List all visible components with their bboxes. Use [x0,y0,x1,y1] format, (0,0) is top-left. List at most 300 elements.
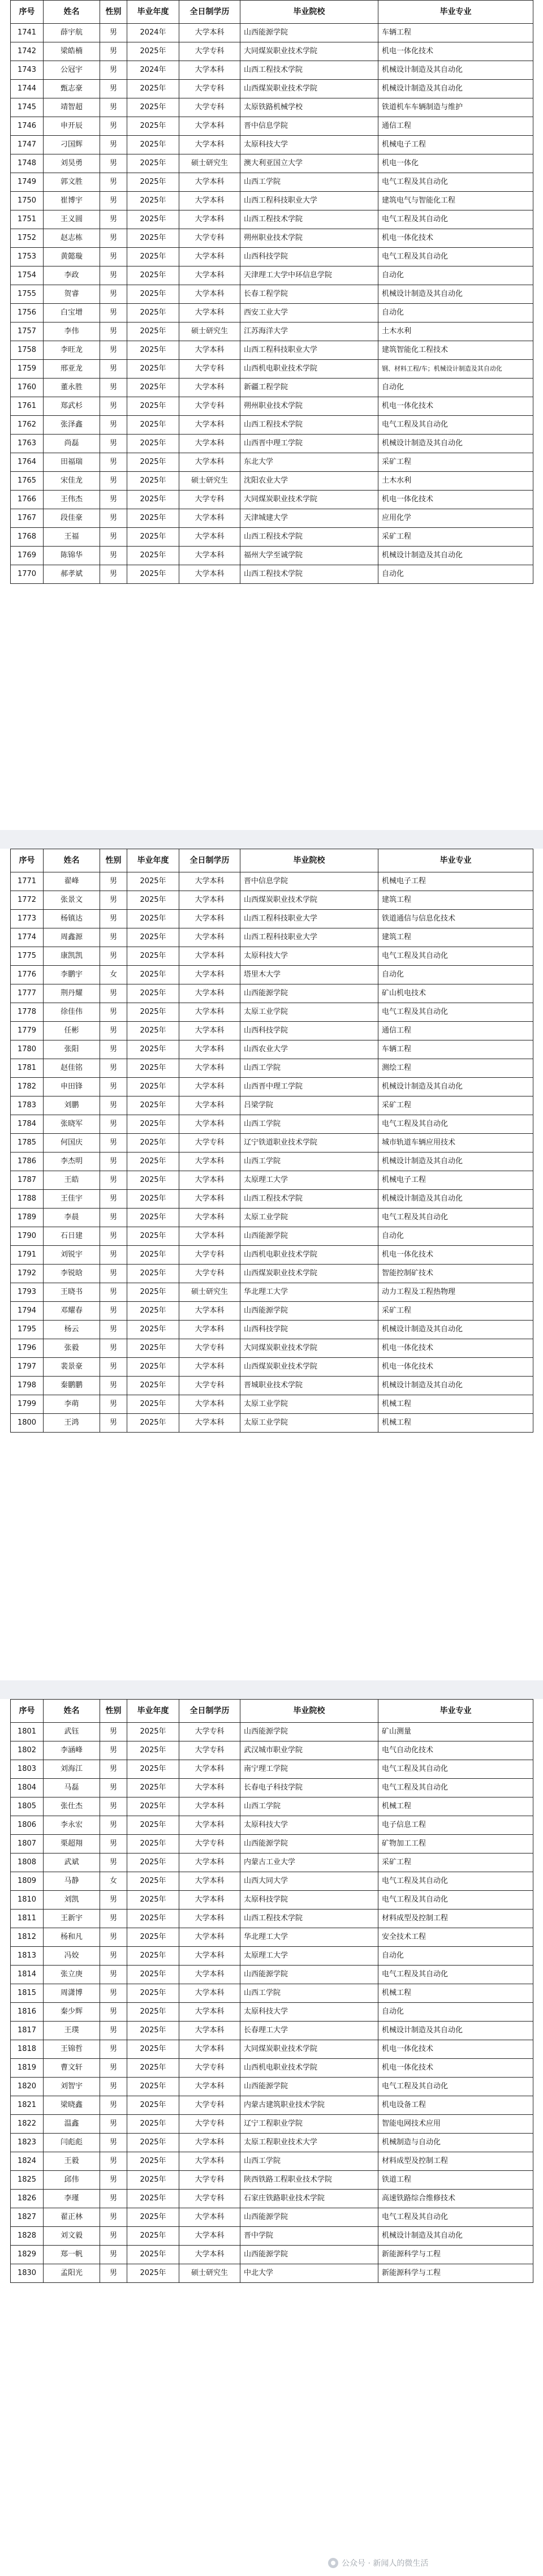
grad-year-cell: 2025年 [127,397,179,416]
school-cell: 太原科技大学 [240,2003,378,2022]
name-cell: 李晨 [44,1209,100,1227]
name-cell: 周鑫源 [44,928,100,947]
seq-cell: 1744 [11,80,44,98]
name-cell: 马磊 [44,1779,100,1797]
name-cell: 田福瑞 [44,453,100,472]
name-cell: 甄志豪 [44,80,100,98]
major-cell: 机械工程 [378,1797,533,1816]
gender-cell: 男 [100,910,127,928]
name-cell: 杨云 [44,1321,100,1339]
degree-cell: 大学本科 [179,341,240,360]
gender-cell: 男 [100,1853,127,1872]
major-cell: 自动化 [378,1947,533,1966]
header-gender-cell: 性别 [100,1,127,24]
name-cell: 贺睿 [44,285,100,304]
table-row [11,80,533,98]
table-row [11,379,533,397]
gender-cell: 男 [100,491,127,509]
name-cell: 马静 [44,1872,100,1891]
name-cell: 刘锐宇 [44,1246,100,1265]
major-cell: 电气工程及其自动化 [378,1115,533,1134]
school-cell: 太原科技学院 [240,1891,378,1910]
school-cell: 山西工程技术学院 [240,61,378,80]
degree-cell: 大学专科 [179,1835,240,1853]
degree-cell: 大学专科 [179,98,240,117]
school-cell: 沈阳农业大学 [240,472,378,491]
table-row [11,966,533,984]
name-cell: 孟阳光 [44,2264,100,2283]
seq-cell: 1817 [11,2022,44,2040]
school-cell: 山西工学院 [240,1984,378,2003]
major-cell: 机械制造与自动化 [378,2134,533,2152]
degree-cell: 大学本科 [179,1797,240,1816]
name-cell: 张立庚 [44,1966,100,1984]
seq-cell: 1768 [11,528,44,547]
table-row [11,1022,533,1040]
gender-cell: 男 [100,928,127,947]
degree-cell: 大学本科 [179,2022,240,2040]
school-cell: 晋中信息学院 [240,117,378,136]
seq-cell: 1812 [11,1928,44,1947]
table-row [11,2059,533,2078]
table-row [11,910,533,928]
table-row [11,1171,533,1190]
seq-cell: 1822 [11,2115,44,2134]
seq-cell: 1802 [11,1741,44,1760]
grad-year-cell: 2025年 [127,1835,179,1853]
gender-cell: 男 [100,1377,127,1395]
gender-cell: 男 [100,1246,127,1265]
name-cell: 杨镇达 [44,910,100,928]
degree-cell: 大学本科 [179,565,240,584]
table-row [11,528,533,547]
name-cell: 张毅 [44,1339,100,1358]
gender-cell: 男 [100,1723,127,1741]
grad-year-cell: 2025年 [127,547,179,565]
header-name-cell: 姓名 [44,1700,100,1723]
major-cell: 电气工程及其自动化 [378,1003,533,1022]
name-cell: 冯姣 [44,1947,100,1966]
degree-cell: 大学专科 [179,2059,240,2078]
name-cell: 王义圆 [44,210,100,229]
seq-cell: 1823 [11,2134,44,2152]
gender-cell: 男 [100,341,127,360]
degree-cell: 大学本科 [179,872,240,891]
table-row [11,117,533,136]
school-cell: 山西工程技术学院 [240,565,378,584]
degree-cell: 大学本科 [179,528,240,547]
degree-cell: 大学本科 [179,1209,240,1227]
school-cell: 晋城职业技术学院 [240,1377,378,1395]
degree-cell: 大学本科 [179,1414,240,1433]
name-cell: 李瑾 [44,2190,100,2208]
name-cell: 张泽鑫 [44,416,100,435]
gender-cell: 男 [100,2134,127,2152]
gender-cell: 男 [100,397,127,416]
table-row [11,1928,533,1947]
table-row [11,1741,533,1760]
grad-year-cell: 2024年 [127,61,179,80]
major-cell: 机械设计制造及其自动化 [378,547,533,565]
major-cell: 自动化 [378,966,533,984]
seq-cell: 1748 [11,154,44,173]
degree-cell: 大学专科 [179,491,240,509]
watermark-text: 公众号 · 新闻人的微生活 [342,2559,429,2568]
name-cell: 赵志栋 [44,229,100,248]
grad-year-cell: 2025年 [127,453,179,472]
school-cell: 山西机电职业技术学院 [240,1246,378,1265]
degree-cell: 大学本科 [179,248,240,266]
school-cell: 太原科技大学 [240,947,378,966]
name-cell: 张晓军 [44,1115,100,1134]
gender-cell: 男 [100,2040,127,2059]
name-cell: 郑武杉 [44,397,100,416]
table-row [11,229,533,248]
school-cell: 山西工程科技职业大学 [240,341,378,360]
name-cell: 李政 [44,266,100,285]
table-row [11,1302,533,1321]
major-cell: 机电一体化技术 [378,397,533,416]
gender-cell: 男 [100,248,127,266]
gender-cell: 男 [100,98,127,117]
grad-year-cell: 2025年 [127,1152,179,1171]
school-cell: 塔里木大学 [240,966,378,984]
header-name-cell: 姓名 [44,849,100,872]
gender-cell: 男 [100,1816,127,1835]
grad-year-cell: 2025年 [127,1171,179,1190]
school-cell: 辽宁铁道职业技术学院 [240,1134,378,1152]
table-page-2 [10,849,533,1433]
school-cell: 太原工业学院 [240,1395,378,1414]
grad-year-cell: 2025年 [127,528,179,547]
major-cell: 电气自动化技术 [378,1741,533,1760]
seq-cell: 1791 [11,1246,44,1265]
school-cell: 山西能源学院 [240,1966,378,1984]
table-row [11,2264,533,2283]
grad-year-cell: 2025年 [127,173,179,192]
grad-year-cell: 2025年 [127,1227,179,1246]
gender-cell: 男 [100,1835,127,1853]
school-cell: 山西机电职业技术学院 [240,2059,378,2078]
name-cell: 尚磊 [44,435,100,453]
school-cell: 太原理工大学 [240,1171,378,1190]
gender-cell: 男 [100,1358,127,1377]
degree-cell: 大学本科 [179,947,240,966]
degree-cell: 大学本科 [179,1891,240,1910]
name-cell: 秦少辉 [44,2003,100,2022]
table-row [11,509,533,528]
school-cell: 南宁理工学院 [240,1760,378,1779]
header-name-cell: 姓名 [44,1,100,24]
gender-cell: 男 [100,2152,127,2171]
seq-cell: 1793 [11,1283,44,1302]
seq-cell: 1751 [11,210,44,229]
degree-cell: 大学专科 [179,1741,240,1760]
school-cell: 大同煤炭职业技术学院 [240,491,378,509]
major-cell: 机械设计制造及其自动化 [378,1078,533,1096]
major-cell: 采矿工程 [378,1096,533,1115]
seq-cell: 1807 [11,1835,44,1853]
header-degree-cell: 全日制学历 [179,1700,240,1723]
name-cell: 薛宇航 [44,24,100,42]
table-row [11,61,533,80]
major-cell: 自动化 [378,565,533,584]
gender-cell: 男 [100,2264,127,2283]
grad-year-cell: 2025年 [127,1853,179,1872]
gender-cell: 男 [100,304,127,322]
school-cell: 山西工程技术学院 [240,416,378,435]
name-cell: 郝孝斌 [44,565,100,584]
gender-cell: 男 [100,1779,127,1797]
grad-year-cell: 2025年 [127,1134,179,1152]
table-row [11,192,533,210]
seq-cell: 1749 [11,173,44,192]
school-cell: 山西煤炭职业技术学院 [240,80,378,98]
seq-cell: 1829 [11,2246,44,2264]
gender-cell: 男 [100,24,127,42]
school-cell: 山西煤炭职业技术学院 [240,1358,378,1377]
grad-year-cell: 2025年 [127,472,179,491]
table-row [11,1414,533,1433]
gender-cell: 男 [100,1984,127,2003]
name-cell: 李涵峰 [44,1741,100,1760]
degree-cell: 大学本科 [179,966,240,984]
table-row [11,2190,533,2208]
major-cell: 电子信息工程 [378,1816,533,1835]
gender-cell: 女 [100,1872,127,1891]
major-cell: 自动化 [378,304,533,322]
degree-cell: 大学本科 [179,61,240,80]
gender-cell: 男 [100,154,127,173]
table-row [11,1209,533,1227]
school-cell: 华北理工大学 [240,1928,378,1947]
grad-year-cell: 2025年 [127,491,179,509]
seq-cell: 1767 [11,509,44,528]
degree-cell: 大学本科 [179,2152,240,2171]
grad-year-cell: 2025年 [127,2059,179,2078]
grad-year-cell: 2025年 [127,154,179,173]
table-row [11,1910,533,1928]
school-cell: 山西工学院 [240,1152,378,1171]
school-cell: 澳大利亚国立大学 [240,154,378,173]
grad-year-cell: 2025年 [127,2171,179,2190]
table-row [11,1040,533,1059]
name-cell: 梁皓楠 [44,42,100,61]
seq-cell: 1764 [11,453,44,472]
table-row [11,565,533,584]
school-cell: 山西工程科技职业大学 [240,192,378,210]
table-row [11,891,533,910]
seq-cell: 1741 [11,24,44,42]
grad-year-cell: 2025年 [127,1816,179,1835]
gender-cell: 男 [100,1190,127,1209]
name-cell: 王璞 [44,2022,100,2040]
grad-year-cell: 2025年 [127,1872,179,1891]
grad-year-cell: 2025年 [127,435,179,453]
table-row [11,416,533,435]
grad-year-cell: 2025年 [127,2152,179,2171]
name-cell: 王新宇 [44,1910,100,1928]
degree-cell: 大学专科 [179,1265,240,1283]
name-cell: 徐佳伟 [44,1003,100,1022]
school-cell: 西安工业大学 [240,304,378,322]
degree-cell: 大学本科 [179,2246,240,2264]
table-row [11,2096,533,2115]
seq-cell: 1774 [11,928,44,947]
seq-cell: 1810 [11,1891,44,1910]
degree-cell: 硕士研究生 [179,2264,240,2283]
degree-cell: 大学本科 [179,1059,240,1078]
major-cell: 机电一体化技术 [378,229,533,248]
degree-cell: 大学本科 [179,1115,240,1134]
grad-year-cell: 2025年 [127,1190,179,1209]
major-cell: 机电一体化技术 [378,1246,533,1265]
grad-year-cell: 2025年 [127,1209,179,1227]
name-cell: 刘凯 [44,1891,100,1910]
major-cell: 材料成型及控制工程 [378,2152,533,2171]
header-seq-cell: 序号 [11,1,44,24]
table-row [11,453,533,472]
seq-cell: 1792 [11,1265,44,1283]
table-row [11,1816,533,1835]
seq-cell: 1797 [11,1358,44,1377]
degree-cell: 大学本科 [179,435,240,453]
major-cell: 高速铁路综合维修技术 [378,2190,533,2208]
gender-cell: 男 [100,136,127,154]
grad-year-cell: 2025年 [127,2190,179,2208]
table-row [11,928,533,947]
school-cell: 山西机电职业技术学院 [240,360,378,379]
gender-cell: 男 [100,1265,127,1283]
gender-cell: 男 [100,528,127,547]
degree-cell: 大学本科 [179,910,240,928]
grad-year-cell: 2025年 [127,1321,179,1339]
major-cell: 城市轨道车辆应用技术 [378,1134,533,1152]
degree-cell: 大学专科 [179,1377,240,1395]
table-row [11,2208,533,2227]
grad-year-cell: 2024年 [127,24,179,42]
seq-cell: 1771 [11,872,44,891]
name-cell: 宋佳龙 [44,472,100,491]
table-row [11,2246,533,2264]
seq-cell: 1825 [11,2171,44,2190]
degree-cell: 大学专科 [179,2171,240,2190]
school-cell: 山西科技学院 [240,1321,378,1339]
name-cell: 闫彪彪 [44,2134,100,2152]
seq-cell: 1754 [11,266,44,285]
degree-cell: 大学本科 [179,1022,240,1040]
school-cell: 山西工程技术学院 [240,1190,378,1209]
name-cell: 武钰 [44,1723,100,1741]
grad-year-cell: 2025年 [127,2208,179,2227]
name-cell: 李伟 [44,322,100,341]
seq-cell: 1809 [11,1872,44,1891]
seq-cell: 1776 [11,966,44,984]
seq-cell: 1789 [11,1209,44,1227]
name-cell: 秦鹏鹏 [44,1377,100,1395]
name-cell: 杨和凡 [44,1928,100,1947]
gender-cell: 男 [100,1797,127,1816]
degree-cell: 大学专科 [179,2096,240,2115]
table-row [11,491,533,509]
name-cell: 郭文胜 [44,173,100,192]
table-header-row [11,1,533,24]
grad-year-cell: 2025年 [127,984,179,1003]
grad-year-cell: 2025年 [127,1377,179,1395]
seq-cell: 1746 [11,117,44,136]
table-row [11,136,533,154]
gender-cell: 男 [100,1339,127,1358]
gender-cell: 男 [100,1891,127,1910]
degree-cell: 大学专科 [179,1134,240,1152]
gender-cell: 男 [100,2246,127,2264]
header-school-cell: 毕业院校 [240,1,378,24]
seq-cell: 1772 [11,891,44,910]
table-row [11,1947,533,1966]
major-cell: 机电一体化 [378,154,533,173]
grad-year-cell: 2025年 [127,80,179,98]
gender-cell: 男 [100,360,127,379]
school-cell: 山西工程科技职业大学 [240,928,378,947]
major-cell: 电气工程及其自动化 [378,1779,533,1797]
grad-year-cell: 2025年 [127,872,179,891]
seq-cell: 1769 [11,547,44,565]
seq-cell: 1785 [11,1134,44,1152]
name-cell: 李旺龙 [44,341,100,360]
table-row [11,1872,533,1891]
major-cell: 采矿工程 [378,1853,533,1872]
major-cell: 机械设计制造及其自动化 [378,1190,533,1209]
major-cell: 电气工程及其自动化 [378,173,533,192]
grad-year-cell: 2025年 [127,1966,179,1984]
header-school-cell: 毕业院校 [240,849,378,872]
gender-cell: 男 [100,2096,127,2115]
table-row [11,1246,533,1265]
name-cell: 黄懿璇 [44,248,100,266]
degree-cell: 大学本科 [179,1966,240,1984]
school-cell: 天津理工大学中环信息学院 [240,266,378,285]
gender-cell: 男 [100,42,127,61]
grad-year-cell: 2025年 [127,322,179,341]
name-cell: 申田锋 [44,1078,100,1096]
grad-year-cell: 2025年 [127,891,179,910]
degree-cell: 大学本科 [179,2040,240,2059]
major-cell: 电气工程及其自动化 [378,1872,533,1891]
degree-cell: 硕士研究生 [179,322,240,341]
major-cell: 矿山测量 [378,1723,533,1741]
grad-year-cell: 2025年 [127,1022,179,1040]
name-cell: 王锦哲 [44,2040,100,2059]
gender-cell: 男 [100,2208,127,2227]
name-cell: 武斌 [44,1853,100,1872]
header-degree-cell: 全日制学历 [179,849,240,872]
grad-year-cell: 2025年 [127,1797,179,1816]
major-cell: 机械电子工程 [378,872,533,891]
major-cell: 机械工程 [378,1395,533,1414]
gender-cell: 男 [100,1966,127,1984]
gender-cell: 男 [100,1741,127,1760]
school-cell: 陕西铁路工程职业技术学院 [240,2171,378,2190]
grad-year-cell: 2025年 [127,1265,179,1283]
major-cell: 机械电子工程 [378,136,533,154]
gender-cell: 男 [100,2059,127,2078]
gender-cell: 男 [100,210,127,229]
name-cell: 王鸿 [44,1414,100,1433]
gender-cell: 男 [100,1947,127,1966]
grad-year-cell: 2025年 [127,2115,179,2134]
name-cell: 王福 [44,528,100,547]
header-degree-cell: 全日制学历 [179,1,240,24]
